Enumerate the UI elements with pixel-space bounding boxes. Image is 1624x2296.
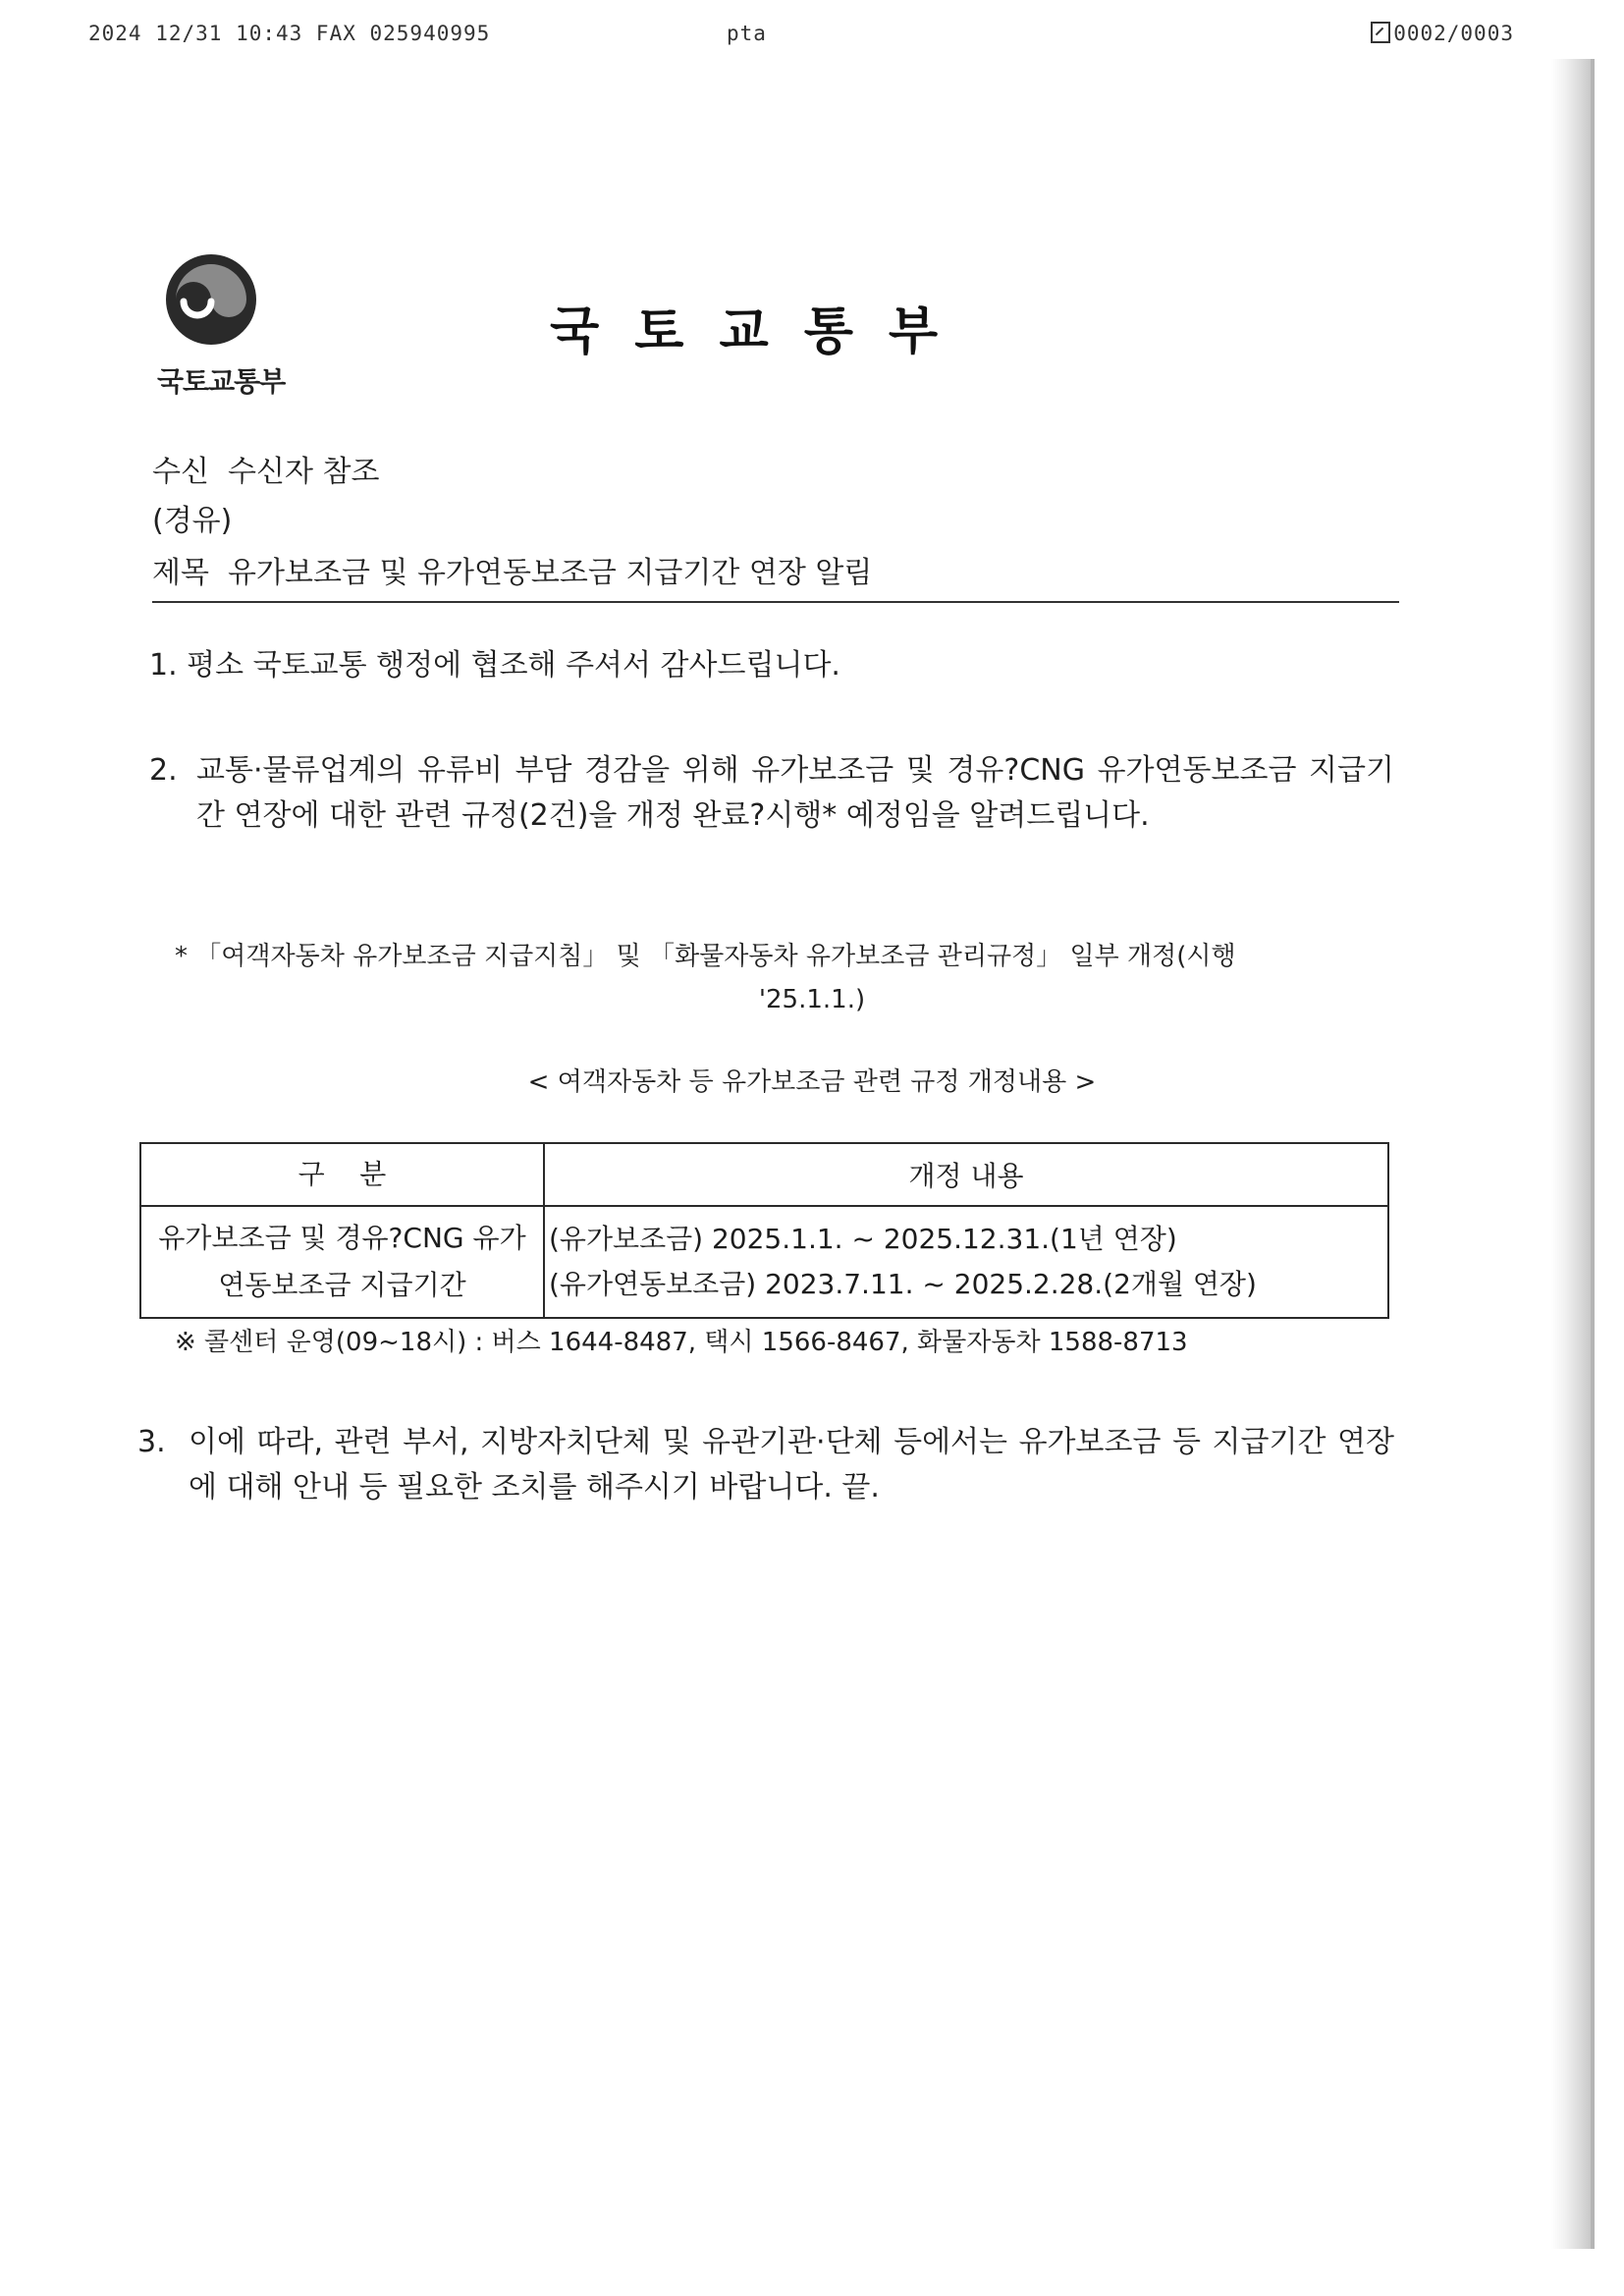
table-caption: < 여객자동차 등 유가보조금 관련 규정 개정내용 > — [527, 1067, 1097, 1097]
table-cell-category — [140, 1206, 544, 1318]
recipient-value: 수신자 참조 — [228, 455, 380, 489]
body-item-2-text: 교통·물류업계의 유류비 부담 경감을 위해 유가보조금 및 경유?CNG 유가연동보조금 지급기간 연장에 대한 관련 규정(2건)을 개정 완료?시행* 예정임을 알려드립니다. — [196, 753, 1394, 833]
fax-checkbox-icon — [1371, 22, 1390, 43]
footnote-line-1: * 「여객자동차 유가보조금 지급지침」 및 「화물자동차 유가보조금 관리규정」 일부 개정(시행 — [175, 942, 1236, 971]
scan-edge-shadow — [1551, 59, 1591, 2249]
table-header-category — [140, 1143, 544, 1206]
scan-edge-line — [1591, 59, 1595, 2249]
category-line-1: 유가보조금 및 경유?CNG 유가 — [158, 1222, 526, 1254]
table-header-content: 개정 내용 — [544, 1143, 1388, 1206]
body-item-3-text: 이에 따라, 관련 부서, 지방자치단체 및 유관기관·단체 등에서는 유가보조금 등 지급기간 연장에 대해 안내 등 필요한 조치를 해주시기 바랍니다. 끝. — [189, 1425, 1394, 1504]
subject-line — [152, 548, 872, 591]
category-line-2: 연동보조금 지급기간 — [218, 1269, 466, 1301]
logo-label: 국토교통부 — [157, 365, 286, 398]
content-line-1: (유가보조금) 2025.1.1. ~ 2025.12.31.(1년 연장) — [549, 1223, 1177, 1255]
fax-page-counter — [1371, 22, 1514, 45]
table-header-category-text: 구 분 — [298, 1158, 387, 1190]
table-cell-content — [544, 1206, 1388, 1318]
recipient-line — [152, 447, 379, 490]
ministry-logo — [157, 250, 286, 398]
footnote-line-2: '25.1.1.) — [758, 985, 866, 1014]
subject-label: 제목 — [152, 556, 209, 590]
body-item-2-number: 2. — [149, 753, 178, 788]
document-title: 국토교통부 — [550, 302, 974, 361]
table-row — [140, 1206, 1388, 1318]
fax-page-number: 0002/0003 — [1393, 22, 1514, 45]
via-line: (경유) — [152, 504, 233, 538]
callcenter-note: ※ 콜센터 운영(09~18시) : 버스 1644-8487, 택시 1566-8467, 화물자동차 1588-8713 — [175, 1328, 1188, 1357]
subject-value: 유가보조금 및 유가연동보조금 지급기간 연장 알림 — [228, 556, 873, 590]
body-item-1: 1. 평소 국토교통 행정에 협조해 주셔서 감사드립니다. — [149, 648, 840, 683]
revision-table — [139, 1142, 1389, 1319]
header-divider — [152, 601, 1399, 603]
table-header-row — [140, 1143, 1388, 1206]
content-line-2: (유가연동보조금) 2023.7.11. ~ 2025.2.28.(2개월 연장) — [549, 1268, 1257, 1300]
fax-sender-id: pta — [727, 22, 767, 45]
recipient-label: 수신 — [152, 455, 209, 489]
fax-timestamp: 2024 12/31 10:43 FAX 025940995 — [88, 22, 491, 45]
body-item-3-number: 3. — [137, 1425, 166, 1459]
taegeuk-emblem-icon — [157, 250, 265, 349]
